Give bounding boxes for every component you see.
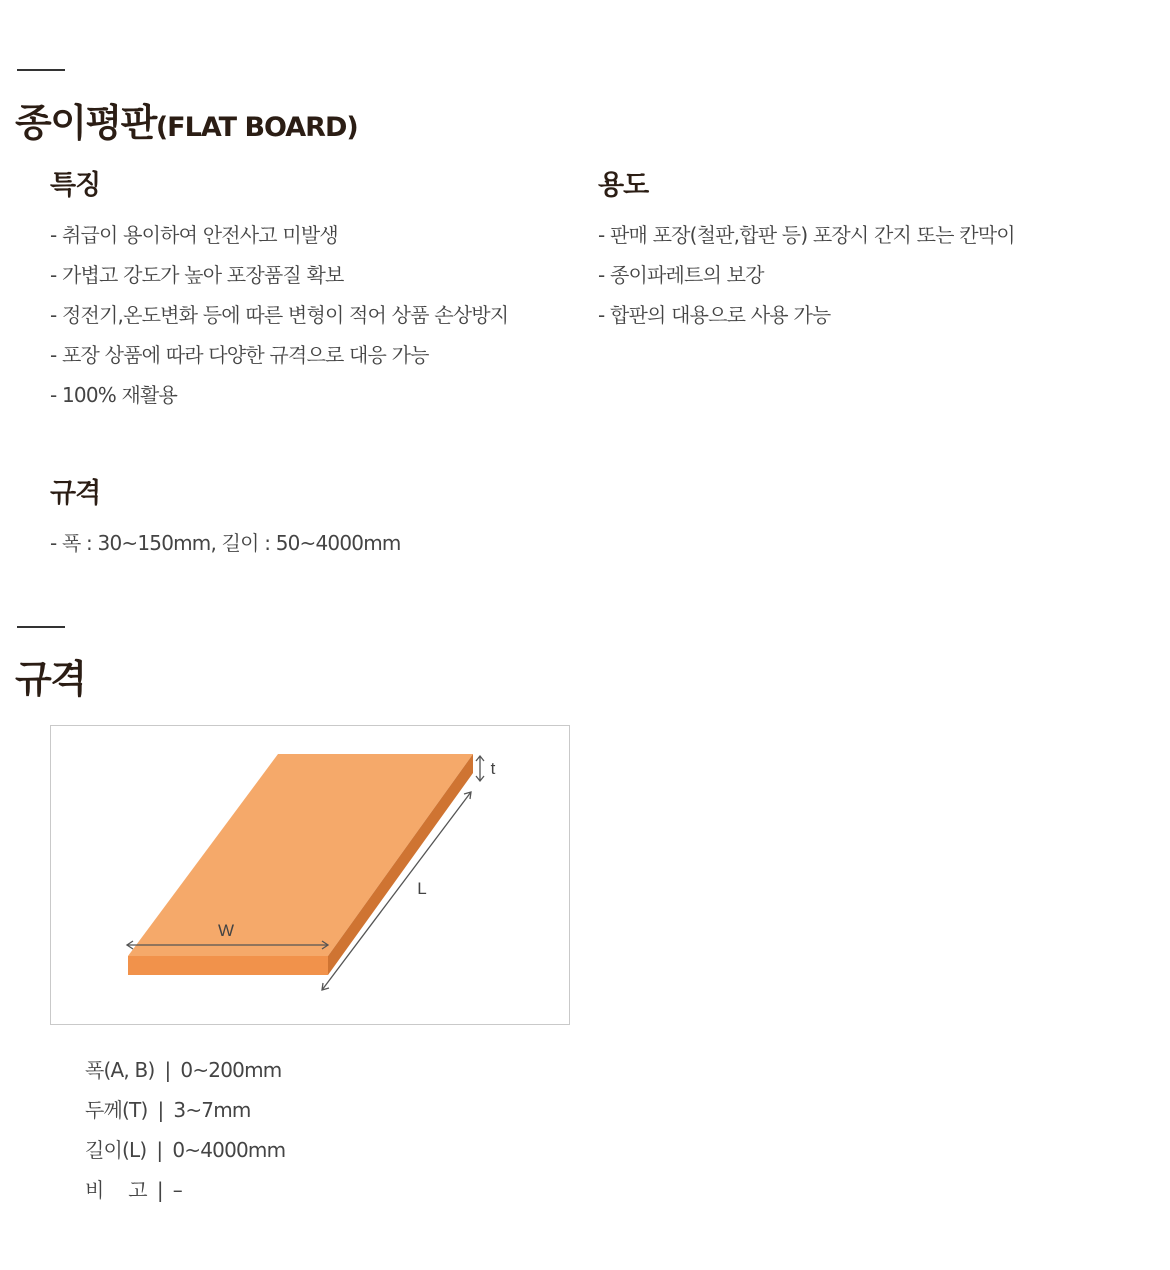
- spec-value: 0~4000mm: [172, 1138, 286, 1162]
- spec-separator: |: [156, 1178, 163, 1202]
- spec-summary-heading: 규격: [50, 478, 101, 509]
- spec-summary-list: [50, 523, 401, 563]
- thickness-label: t: [490, 759, 496, 778]
- spec-row-note: [85, 1170, 285, 1210]
- spec-row-thickness: [85, 1090, 285, 1130]
- spec-label: 길이(L): [85, 1138, 147, 1162]
- thickness-arrow: [476, 756, 484, 781]
- spec-separator: |: [164, 1058, 171, 1082]
- list-item: - 정전기,온도변화 등에 따른 변형이 적어 상품 손상방지: [50, 303, 509, 327]
- section-divider: [17, 626, 65, 628]
- spec-value: –: [172, 1178, 182, 1202]
- spec-row-length: [85, 1130, 285, 1170]
- spec-value: 0~200mm: [180, 1058, 282, 1082]
- list-item: - 가볍고 강도가 높아 포장품질 확보: [50, 263, 344, 287]
- section-title-main: 종이평판: [15, 101, 156, 145]
- usage-list: [598, 215, 1015, 335]
- section-divider: [17, 69, 65, 71]
- spec-table: [85, 1050, 285, 1210]
- width-label: W: [217, 921, 235, 940]
- section-title-sub: (FLAT BOARD): [155, 112, 358, 143]
- list-item: - 종이파레트의 보강: [598, 263, 764, 287]
- spec-separator: |: [156, 1138, 163, 1162]
- list-item: - 합판의 대용으로 사용 가능: [598, 303, 831, 327]
- features-list: [50, 215, 508, 415]
- list-item: - 폭 : 30~150mm, 길이 : 50~4000mm: [50, 531, 401, 555]
- spec-label: 폭(A, B): [85, 1058, 155, 1082]
- spec-label: 비 고: [85, 1178, 147, 1202]
- section-title-specs: 규격: [15, 657, 86, 701]
- spec-row-width: [85, 1050, 285, 1090]
- list-item: - 판매 포장(철판,합판 등) 포장시 간지 또는 칸막이: [598, 223, 1015, 247]
- usage-heading: 용도: [598, 170, 649, 201]
- length-label: L: [417, 879, 427, 898]
- list-item: - 취급이 용이하여 안전사고 미발생: [50, 223, 338, 247]
- spec-label: 두께(T): [85, 1098, 148, 1122]
- board-front-face: [128, 956, 328, 975]
- section-title: [15, 92, 358, 147]
- spec-separator: |: [157, 1098, 164, 1122]
- board-top-face: [128, 754, 473, 956]
- features-heading: 특징: [50, 170, 101, 201]
- flat-board-diagram: [50, 725, 570, 1025]
- list-item: - 포장 상품에 따라 다양한 규격으로 대응 가능: [50, 343, 429, 367]
- flat-board-illustration: [51, 726, 569, 1024]
- list-item: - 100% 재활용: [50, 383, 178, 407]
- spec-value: 3~7mm: [173, 1098, 251, 1122]
